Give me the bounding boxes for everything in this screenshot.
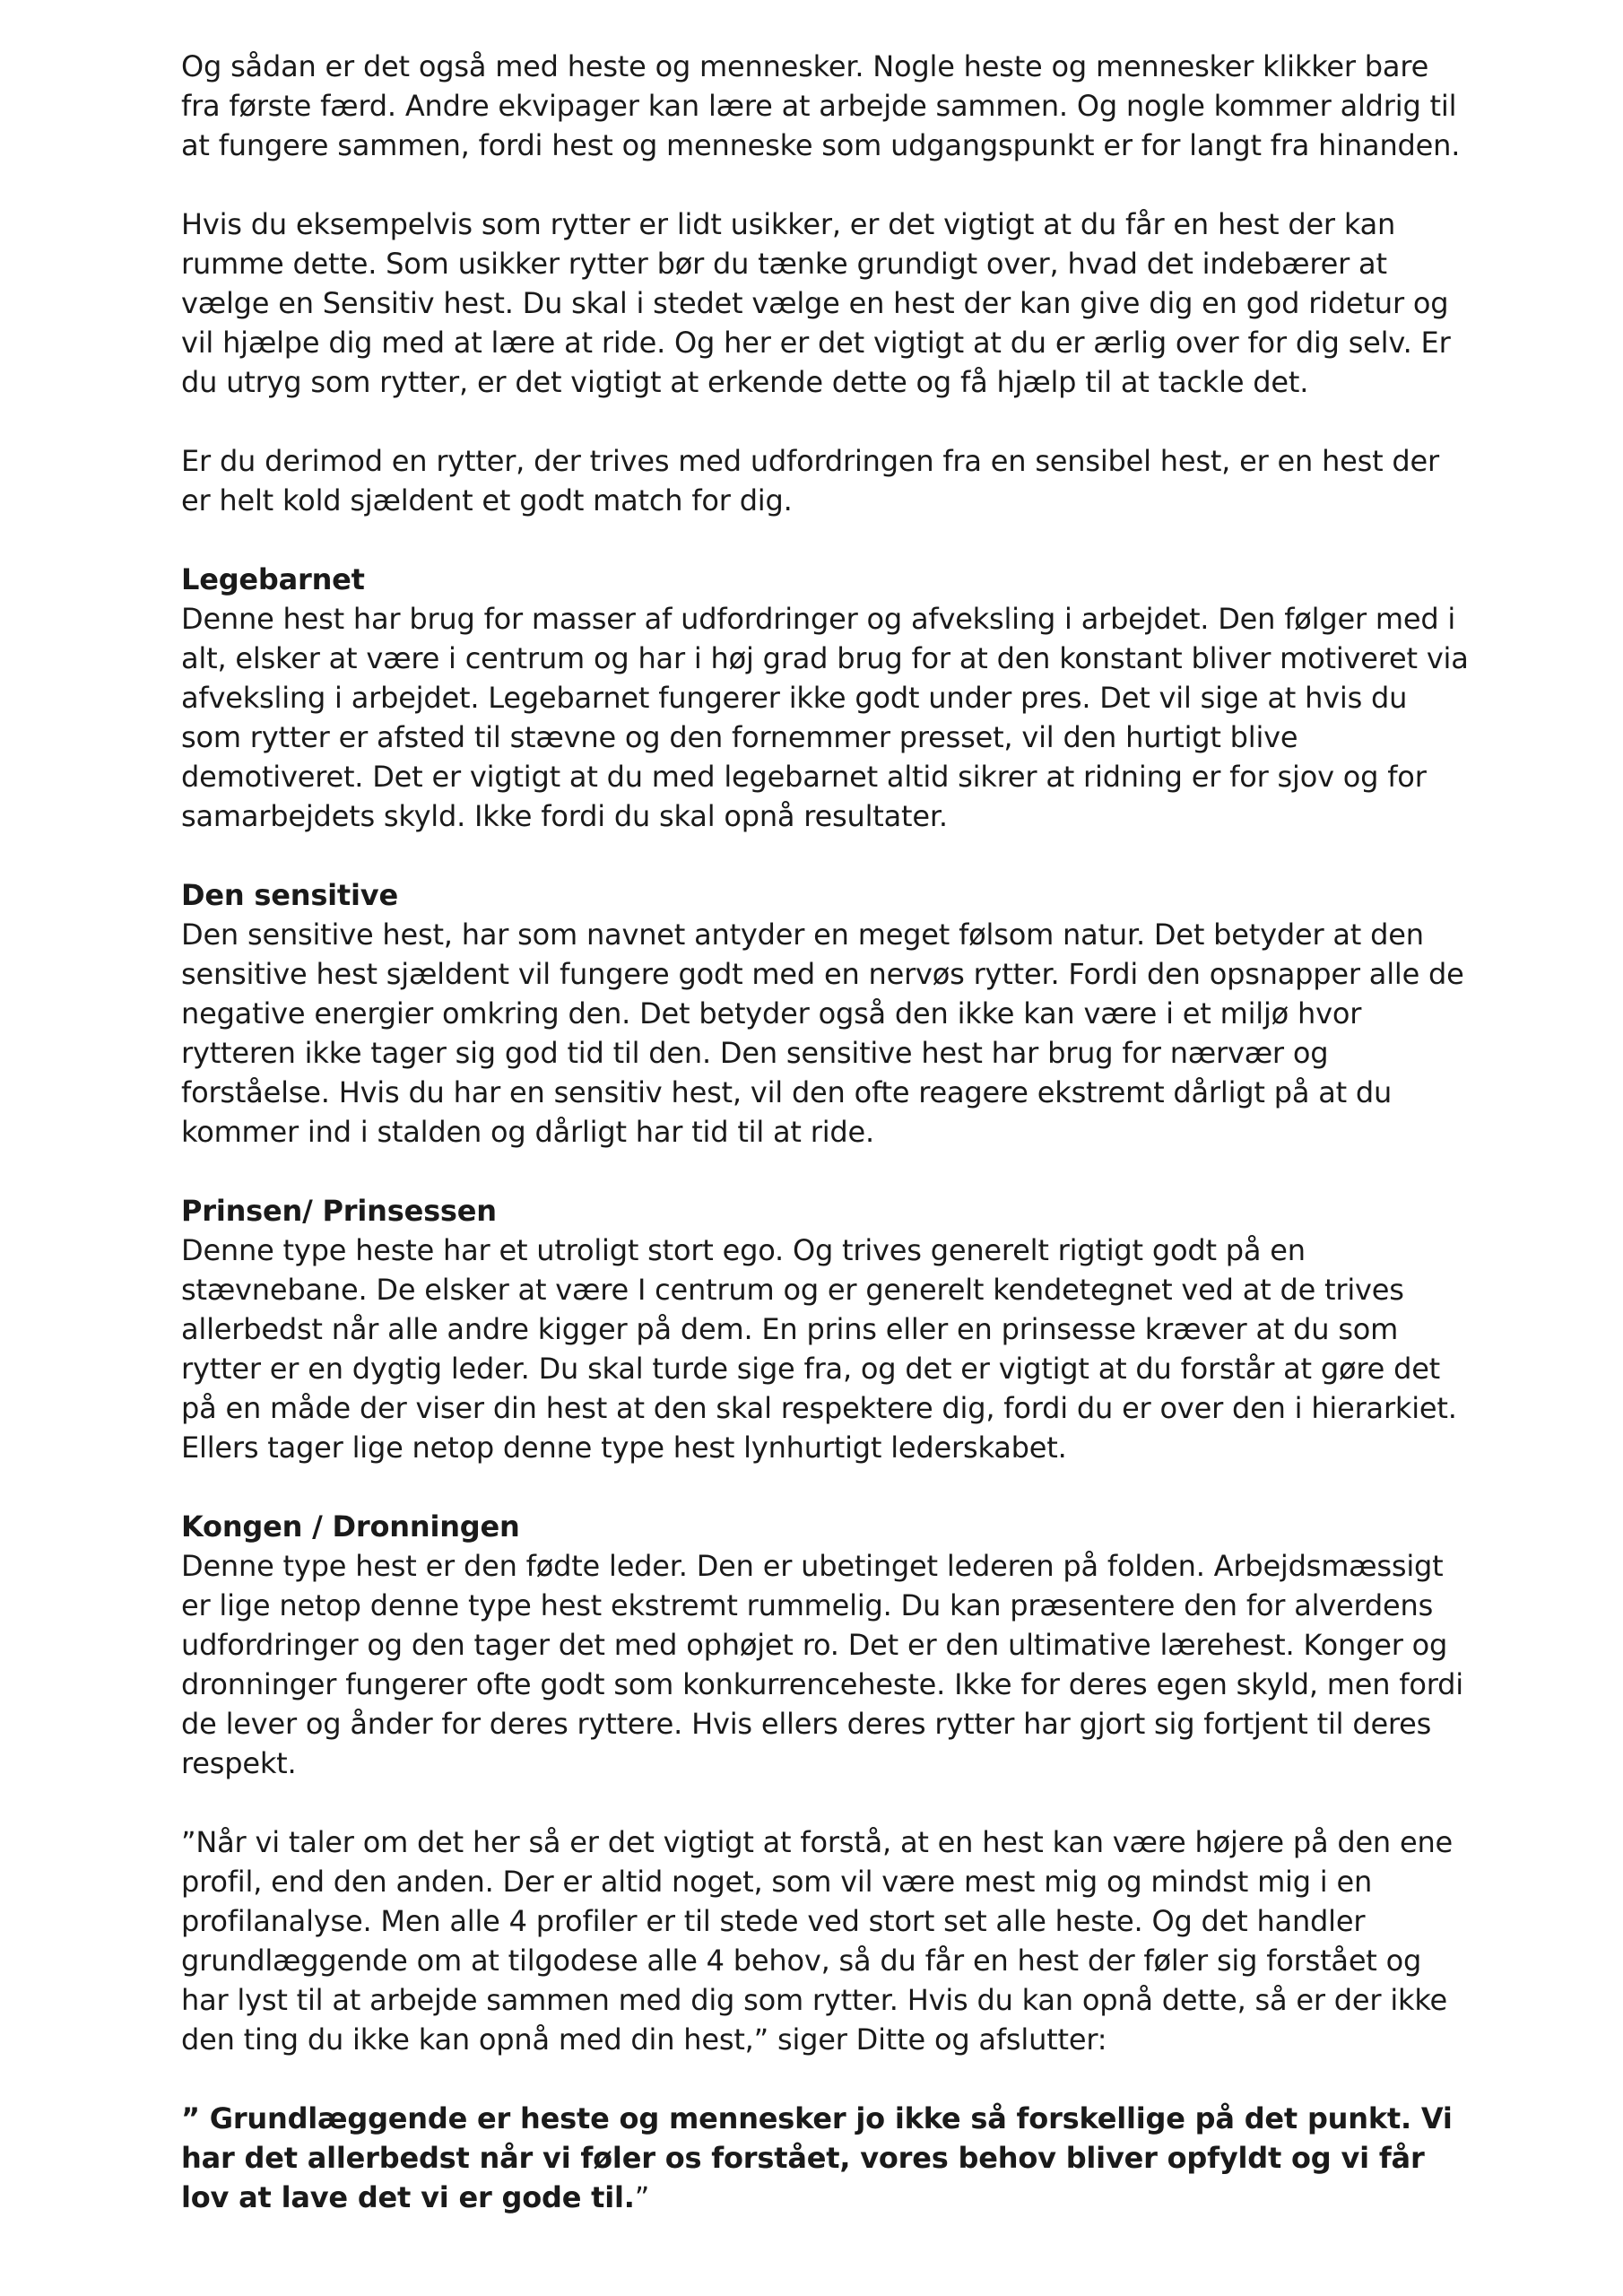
closing-quote: [181, 2099, 1472, 2217]
article-page: [181, 47, 1472, 2257]
section-den-sensitive: [181, 875, 1472, 1152]
intro-paragraph-3: Er du derimod en rytter, der trives med udfordringen fra en sensibel hest, er en hest der er helt kold sjældent et godt match for dig.: [181, 444, 1439, 517]
section-body: Denne hest har brug for masser af udfordringer og afveksling i arbejdet. Den følger med i alt, elsker at være i centrum og har i høj grad brug for at den konstant bliver motiveret via afveksling i arbejdet. Legebarnet fungerer ikke godt under pres. Det vil sige at hvis du som rytter er afsted til stævne og den fornemmer presset, vil den hurtigt blive demotiveret. Det er vigtigt at du med legebarnet altid sikrer at ridning er for sjov og for samarbejdets skyld. Ikke fordi du skal opnå resultater.: [181, 602, 1469, 833]
section-heading: Prinsen/ Prinsessen: [181, 1194, 497, 1228]
section-kongen-dronningen: [181, 1507, 1472, 1783]
section-heading: Den sensitive: [181, 878, 398, 912]
quote-paragraph: ”Når vi taler om det her så er det vigtigt at forstå, at en hest kan være højere på den ene profil, end den anden. Der er altid noget, som vil være mest mig og mindst mig i en profilanalyse. Men alle 4 profiler er til stede ved stort set alle heste. Og det handler grundlæggende om at tilgodese alle 4 behov, så du får en hest der føler sig forstået og har lyst til at arbejde sammen med dig som rytter. Hvis du kan opnå dette, så er der ikke den ting du ikke kan opnå med din hest,” siger Ditte og afslutter:: [181, 1825, 1454, 2057]
section-body: Denne type heste har et utroligt stort ego. Og trives generelt rigtigt godt på en stævnebane. De elsker at være I centrum og er generelt kendetegnet ved at de trives allerbedst når alle andre kigger på dem. En prins eller en prinsesse kræver at du som rytter er en dygtig leder. Du skal turde sige fra, og det er vigtigt at du forstår at gøre det på en måde der viser din hest at den skal respektere dig, fordi du er over den i hierarkiet. Ellers tager lige netop denne type hest lynhurtigt lederskabet.: [181, 1233, 1457, 1465]
intro-paragraph-1: Og sådan er det også med heste og mennesker. Nogle heste og mennesker klikker bare fra første færd. Andre ekvipager kan lære at arbejde sammen. Og nogle kommer aldrig til at fungere sammen, fordi hest og menneske som udgangspunkt er for langt fra hinanden.: [181, 49, 1461, 162]
section-heading: Kongen / Dronningen: [181, 1509, 520, 1544]
section-body: Den sensitive hest, har som navnet antyder en meget følsom natur. Det betyder at den sensitive hest sjældent vil fungere godt med en nervøs rytter. Fordi den opsnapper alle de negative energier omkring den. Det betyder også den ikke kan være i et miljø hvor rytteren ikke tager sig god tid til den. Den sensitive hest har brug for nærvær og forståelse. Hvis du har en sensitiv hest, vil den ofte reagere ekstremt dårligt på at du kommer ind i stalden og dårligt har tid til at ride.: [181, 918, 1464, 1149]
closing-quote-text: ” Grundlæggende er heste og mennesker jo ikke så forskellige på det punkt. Vi har det allerbedst når vi føler os forstået, vores behov bliver opfyldt og vi får lov at lave det vi er gode til.: [181, 2101, 1453, 2214]
section-body: Denne type hest er den fødte leder. Den er ubetinget lederen på folden. Arbejdsmæssigt er lige netop denne type hest ekstremt rummelig. Du kan præsentere den for alverdens udfordringer og den tager det med ophøjet ro. Det er den ultimative lærehest. Konger og dronninger fungerer ofte godt som konkurrenceheste. Ikke for deres egen skyld, men fordi de lever og ånder for deres ryttere. Hvis ellers deres rytter har gjort sig fortjent til deres respekt.: [181, 1549, 1463, 1780]
section-prinsen-prinsessen: [181, 1191, 1472, 1467]
intro-paragraph-2: Hvis du eksempelvis som rytter er lidt usikker, er det vigtigt at du får en hest der kan rumme dette. Som usikker rytter bør du tænke grundigt over, hvad det indebærer at vælge en Sensitiv hest. Du skal i stedet vælge en hest der kan give dig en god ridetur og vil hjælpe dig med at lære at ride. Og her er det vigtigt at du er ærlig over for dig selv. Er du utryg som rytter, er det vigtigt at erkende dette og få hjælp til at tackle det.: [181, 207, 1451, 399]
section-legebarnet: [181, 560, 1472, 836]
section-heading: Legebarnet: [181, 562, 365, 596]
closing-quote-mark: ”: [634, 2180, 650, 2214]
